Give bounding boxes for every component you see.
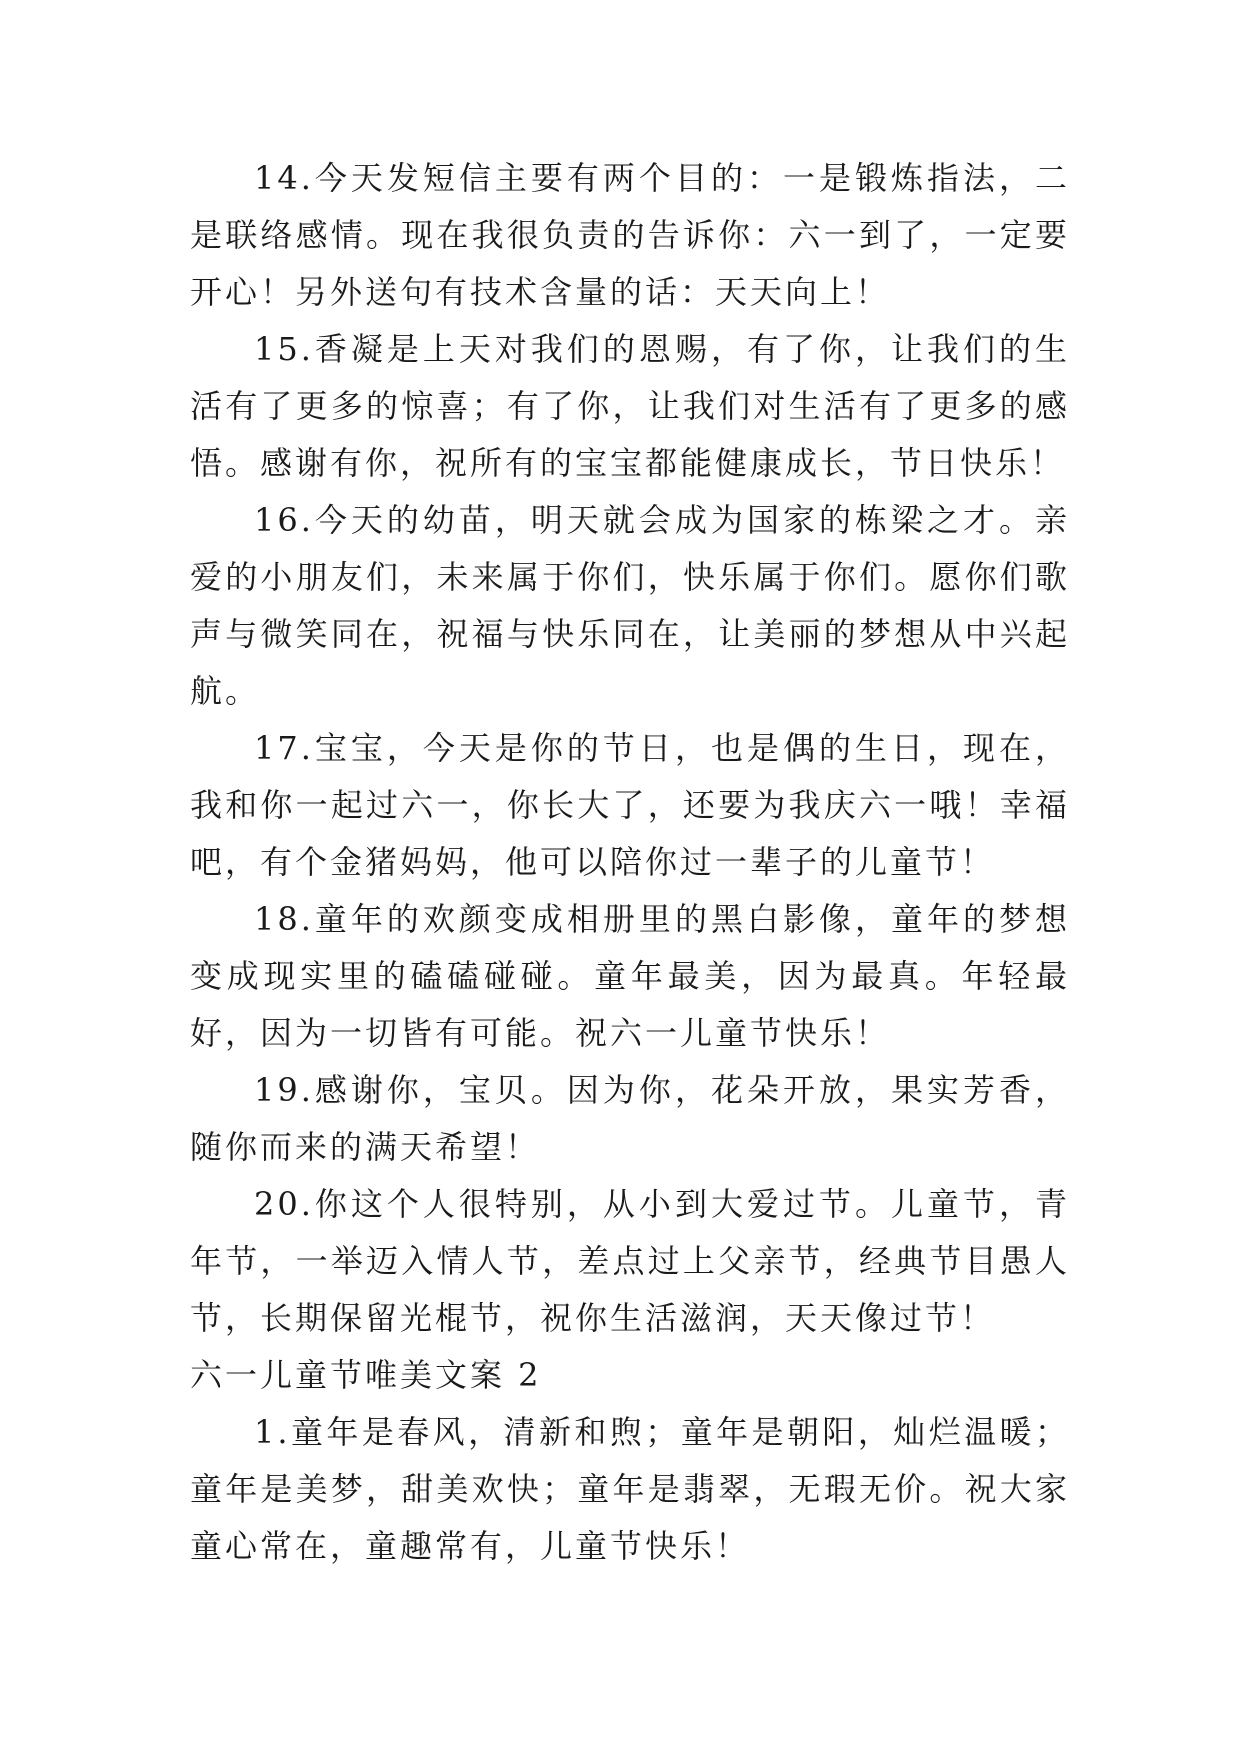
paragraph-17: 17.宝宝，今天是你的节日，也是偶的生日，现在，我和你一起过六一，你长大了，还要为我庆六一哦！幸福吧，有个金猪妈妈，他可以陪你过一辈子的儿童节！ <box>190 729 1070 881</box>
paragraph-15: 15.香凝是上天对我们的恩赐，有了你，让我们的生活有了更多的惊喜；有了你，让我们对生活有了更多的感悟。感谢有你，祝所有的宝宝都能健康成长，节日快乐！ <box>190 330 1070 482</box>
paragraph-1: 1.童年是春风，清新和煦；童年是朝阳，灿烂温暖；童年是美梦，甜美欢快；童年是翡翠，无瑕无价。祝大家童心常在，童趣常有，儿童节快乐！ <box>190 1413 1070 1565</box>
paragraph-14: 14.今天发短信主要有两个目的：一是锻炼指法，二是联络感情。现在我很负责的告诉你：六一到了，一定要开心！另外送句有技术含量的话：天天向上！ <box>190 159 1070 311</box>
paragraph-18: 18.童年的欢颜变成相册里的黑白影像，童年的梦想变成现实里的磕磕碰碰。童年最美，因为最真。年轻最好，因为一切皆有可能。祝六一儿童节快乐！ <box>190 900 1070 1052</box>
paragraph-16: 16.今天的幼苗，明天就会成为国家的栋梁之才。亲爱的小朋友们，未来属于你们，快乐属于你们。愿你们歌声与微笑同在，祝福与快乐同在，让美丽的梦想从中兴起航。 <box>190 501 1070 710</box>
section-heading: 六一儿童节唯美文案 2 <box>190 1356 542 1394</box>
paragraph-19: 19.感谢你，宝贝。因为你，花朵开放，果实芳香，随你而来的满天希望！ <box>190 1071 1070 1166</box>
paragraph-20: 20.你这个人很特别，从小到大爱过节。儿童节，青年节，一举迈入情人节，差点过上父亲节，经典节目愚人节，长期保留光棍节，祝你生活滋润，天天像过节！ <box>190 1185 1070 1337</box>
document-body <box>190 150 1070 1575</box>
